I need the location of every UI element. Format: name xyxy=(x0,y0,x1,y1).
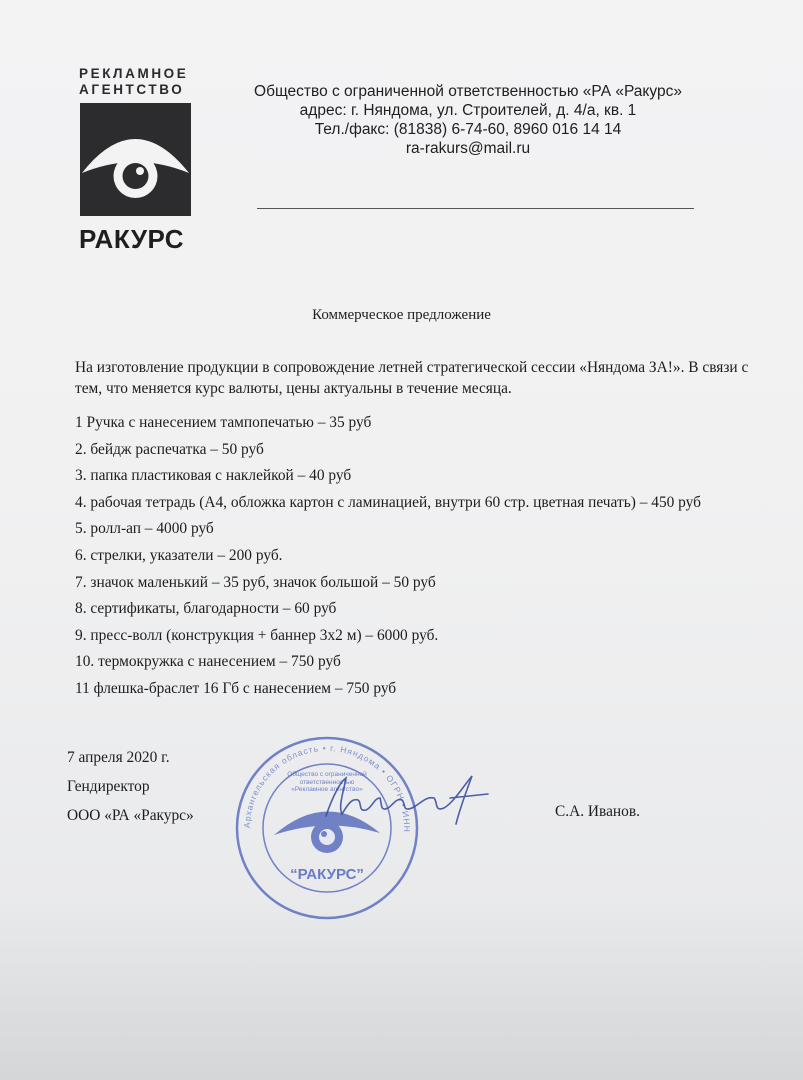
list-item: 5. ролл-ап – 4000 руб xyxy=(75,520,214,538)
logo-name: РАКУРС xyxy=(79,224,184,254)
list-item: 8. сертификаты, благодарности – 60 руб xyxy=(75,600,337,618)
list-item: 3. папка пластиковая с наклейкой – 40 руб xyxy=(75,467,352,485)
price-list xyxy=(75,413,775,706)
company-address: адрес: г. Няндома, ул. Строителей, д. 4/а, кв. 1 xyxy=(299,102,637,119)
company-header xyxy=(218,82,718,158)
intro-paragraph: На изготовление продукции в сопровождение летней стратегической сессии «Няндома ЗА!». В связи с тем, что меняется курс валюты, цены актуальны в течение месяца. xyxy=(75,359,749,397)
list-item: 10. термокружка с нанесением – 750 руб xyxy=(75,653,341,671)
list-item: 4. рабочая тетрадь (А4, обложка картон с ламинацией, внутри 60 стр. цветная печать) – 450 руб xyxy=(75,493,701,511)
logo-caption-line2: АГЕНТСТВО xyxy=(79,82,185,97)
logo xyxy=(80,103,191,216)
company-phone: Тел./факс: (81838) 6-74-60, 8960 016 14 14 xyxy=(314,121,622,138)
eye-icon xyxy=(80,103,191,216)
company-email: ra-rakurs@mail.ru xyxy=(405,140,531,157)
document-date: 7 апреля 2020 г. xyxy=(67,749,170,766)
handwritten-signature xyxy=(322,768,492,828)
stamp-title: “РАКУРС” xyxy=(290,866,364,883)
list-item: 1 Ручка с нанесением тампопечатью – 35 руб xyxy=(75,414,372,431)
stamp-inner-text: Общество с ограниченной ответственностью «Рекламное агентство» xyxy=(287,771,367,793)
signer-position: Гендиректор xyxy=(67,778,150,795)
signature-block xyxy=(67,743,194,830)
list-item: 2. бейдж распечатка – 50 руб xyxy=(75,440,264,458)
list-item: 7. значок маленький – 35 руб, значок большой – 50 руб xyxy=(75,573,436,591)
company-name: Общество с ограниченной ответственностью «РА «Ракурс» xyxy=(254,83,682,100)
document-title: Коммерческое предложение xyxy=(312,307,491,323)
header-divider xyxy=(257,208,694,209)
list-item: 11 флешка-браслет 16 Гб с нанесением – 750 руб xyxy=(75,679,397,697)
list-item: 6. стрелки, указатели – 200 руб. xyxy=(75,546,283,564)
signer-name: С.А. Иванов. xyxy=(555,803,640,820)
logo-caption xyxy=(79,66,195,98)
logo-caption-line1: РЕКЛАМНОЕ xyxy=(79,66,189,81)
stamp-ring-text: Архангельская область • г. Няндома • ОГРН • ИНН xyxy=(241,742,413,833)
list-item: 9. пресс-волл (конструкция + баннер 3х2 м) – 6000 руб. xyxy=(75,626,439,644)
company-stamp xyxy=(232,733,422,923)
signer-organization: ООО «РА «Ракурс» xyxy=(67,807,194,824)
